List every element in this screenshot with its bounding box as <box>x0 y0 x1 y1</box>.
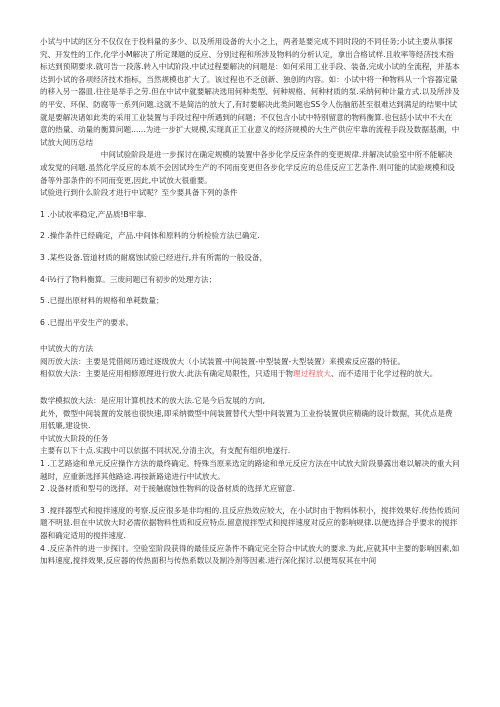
intro-section <box>40 36 460 200</box>
condition-item: 2 .操作条件已经确定，产品.中间体和原料的分析检验方法已确定. <box>40 231 260 241</box>
intro-paragraph: 小试与中试的区分不仅仅在于投料量的多少、以及所用设备的大小之上，两者是要完成不同时段的不同任务;小试主要从事探究、开发性的工作,化学小M解决了所定课题的反应、分别过程和所涉及物料的分析认定，拿出合格试样.且收率等经济技术指标达到预期要求.就可告一段落.转入中试阶段.中试过程要解决的问题是：如何采用工业手段、装备,完成小试的全流程，并基本达到小试的各项经济技术指标，当然规模也扩大了。该过程也不乏创新、独创的内容。如：小试中将一种物料从一个容器定量的移入另一器皿.往往是举手之劳.但在中试中就要解决选用何种类型、何种规格、何种材质的泵.采纳何种计量方式.以及所涉及的平安、环保、防腐等一系列问题.这就不是简洁的放大了,有时要解决此类问题也SS令人伤脑筋甚至很难达到满足的结果中试就是要解决诸如此类的采用工业装置与手段过程中所遇到的问题；不仅包含小试中特别留意的物料衡算.也包括小试中不大在意的热量、动量的衡算问题......为进一步扩大规模,实现真正工业意义的经济规模的大生产供应牢靠的流程手段及数据基潮，中试放大阅历总结 <box>40 37 460 147</box>
method-experience: 阅历放大法：主要是凭借阅历通过逐级放大（小试装置-中间装置-中型装置-大型装置）来摸索反应器的特征。 <box>40 356 406 366</box>
pilot-stage-paragraph: 中间试验阶段是进一步探讨在确定规模的装置中各步化学反应条件的变更规律.并解决试验室中所不能解决或发觉的问题.虽然化学反应的本质不会因试玲生产的不同而变更但各步化学反应的总佳反应工艺条件.则可能的试验规模和设备等外部条件的不同而变更,因此,中试放大很重要。 <box>40 150 455 185</box>
condition-item: 3 .某些设备.管道材质的耐腐蚀试验已经进行,并有所需的一般设备， <box>40 252 268 262</box>
condition-list <box>40 209 460 330</box>
task-list-continued <box>40 505 460 568</box>
prerequisite-question: 试验进行到什么阶段才进行中试呢？至少要具备下列的条件 <box>40 188 238 198</box>
method-math-model: 数学模拟放大法：是应用计算机技术的放大法.它是今后发展的方向, <box>40 396 266 406</box>
condition-item: 4·i½行了物料衡算。三废问题已有初步的处理方法； <box>40 274 217 284</box>
tasks-intro: 主要有以下十点.实践中可以依据不同状况,分清主次，有支配有组织地遂行. <box>40 446 291 456</box>
task-item: 3 .搅拌器型式和搅拌速度的考察.反应很多是非均相的.且反应热效应较大，在小试时由于物料体积小，搅拌效果好.传热传质问题不明显.但在中试放大时必需依据物料性质和反应特点.留意搅拌型式和搅拌速度对反应的影响规律.以便选择合乎要求的搅拌器和确定适用的搅拌速度. <box>40 505 460 540</box>
condition-item: 1 .小试收率稳定,产品质!B牢靠. <box>40 209 147 219</box>
condition-item: 5 .已提出原材料的规格和单耗数量； <box>40 296 164 306</box>
method-section <box>40 343 460 381</box>
section-heading-tasks: 中试放大阶段的任务 <box>40 433 109 443</box>
condition-item: 6 .已提出平安生产的要求。 <box>40 317 134 327</box>
section-heading-methods: 中试放大的方法 <box>40 344 94 354</box>
method-similarity-tail: 、而不适用于化学过程的放大。 <box>330 369 438 379</box>
task-item: 4 .反应条件的进一步探讨。空验室阶段获得的最佳反应条件不确定完全符合中试放大的要求.为此,应就其中主要的影响因素,如加料速度,搅拌效果,反应器的传热面积与传热系数以及制冷剂等因素.进行深化探讨.以便驾驭其在中间 <box>40 543 460 566</box>
modeling-section <box>40 395 460 496</box>
highlighted-text: 理过程放大 <box>293 369 331 379</box>
method-micro-device: 此外，微型中间装置的发展也很快速,即采纳微型中间装置替代大型中间装置为工业扮装置供应精确的设计数据，其优点是费用低廉,建设快. <box>40 408 453 431</box>
task-item: 2 .设备材质和型号的选择。对于接触腐蚀性物料的设备材质的选择尤应留意. <box>40 484 296 494</box>
method-similarity-text: 相似放大法：主要是应用相修原理进行放大.此法有确定局限性，只适用于物 <box>40 369 294 379</box>
method-similarity <box>40 368 460 381</box>
task-item: 1 .工艺路途和单元反应操作方法的最终确定。特殊当原来选定的路途和单元反应方法在中试放大阶段暴露出难以解决的重大问越时，应重新选择其他路途.再按新路途进行中试放大。 <box>40 459 460 481</box>
